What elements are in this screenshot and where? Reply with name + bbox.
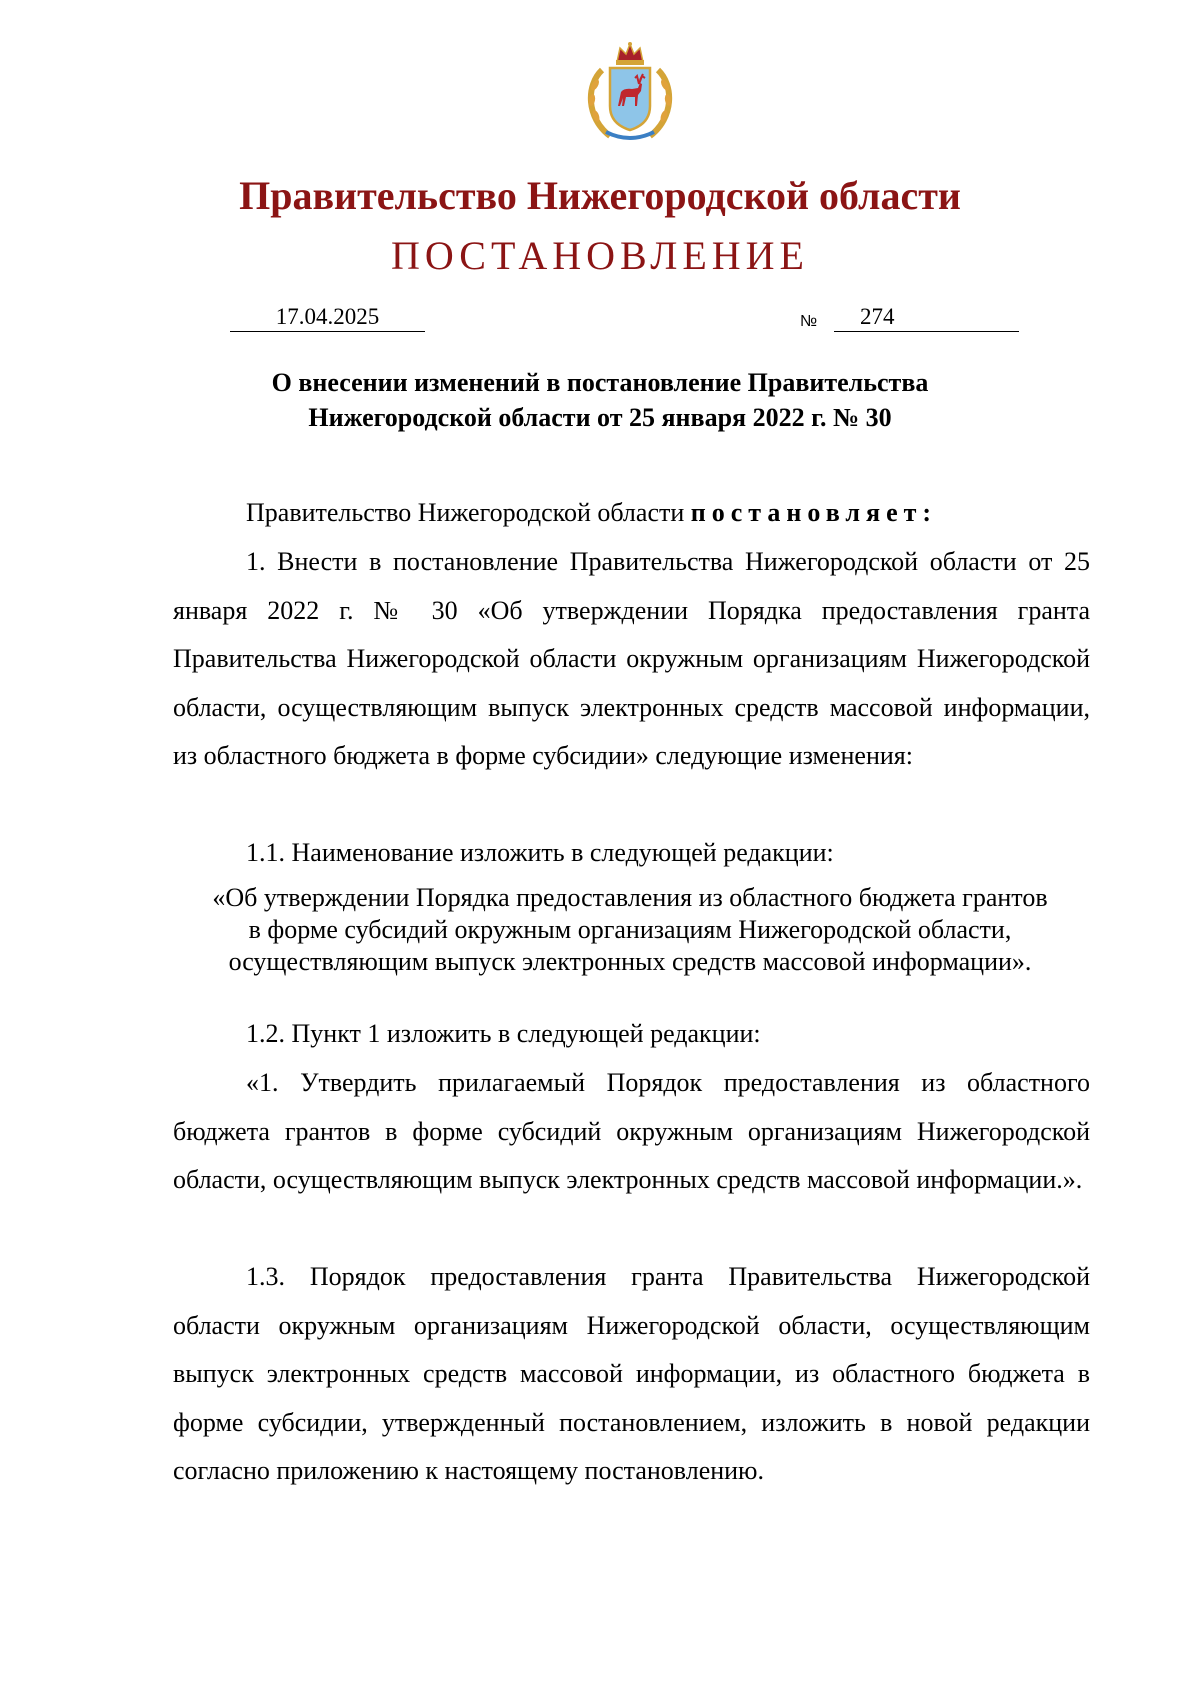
coat-of-arms-icon: [580, 40, 680, 145]
paragraph-1-2-text: «1. Утвердить прилагаемый Порядок предоставления из областного бюджета грантов в форме субсидий окружным организациям Нижегородской области, осуществляющим выпуск электронных средств массовой информации.».: [173, 1068, 1090, 1194]
new-title-quote: [160, 882, 1100, 978]
preamble-text: Правительство Нижегородской области: [246, 498, 691, 527]
document-date: 17.04.2025: [230, 303, 425, 332]
document-title: [0, 365, 1200, 435]
org-name-heading: Правительство Нижегородской области: [239, 173, 961, 218]
preamble: [173, 489, 1090, 538]
document-number-field: [834, 303, 1019, 332]
title-line-1: О внесении изменений в постановление Правительства: [271, 368, 929, 397]
document-number: 274: [860, 304, 895, 329]
paragraph-1: 1. Внести в постановление Правительства Нижегородской области от 25 января 2022 г. № 30 «Об утверждении Порядка предоставления гранта Правительства Нижегородской области окружным организациям Нижегородской области, осуществляющим выпуск электронных средств массовой информации, из областного бюджета в форме субсидии» следующие изменения:: [173, 547, 1090, 770]
preamble-verb: постановляет:: [690, 498, 938, 527]
doc-type-heading: ПОСТАНОВЛЕНИЕ: [391, 233, 809, 278]
paragraph-1-2: 1.2. Пункт 1 изложить в следующей редакции:: [246, 1019, 761, 1048]
paragraph-1-3: 1.3. Порядок предоставления гранта Правительства Нижегородской области окружным организациям Нижегородской области, осуществляющим выпуск электронных средств массовой информации, из областного бюджета в форме субсидии, утвержденный постановлением, изложить в новой редакции согласно приложению к настоящему постановлению.: [173, 1262, 1090, 1485]
paragraph-1-1: 1.1. Наименование изложить в следующей редакции:: [246, 838, 834, 867]
quote-line-3: осуществляющим выпуск электронных средств массовой информации».: [228, 947, 1032, 976]
title-line-2: Нижегородской области от 25 января 2022 г. № 30: [308, 403, 892, 432]
number-sign: №: [800, 313, 818, 330]
quote-line-1: «Об утверждении Порядка предоставления из областного бюджета грантов: [212, 883, 1048, 912]
quote-line-2: в форме субсидий окружным организациям Нижегородской области,: [248, 915, 1012, 944]
